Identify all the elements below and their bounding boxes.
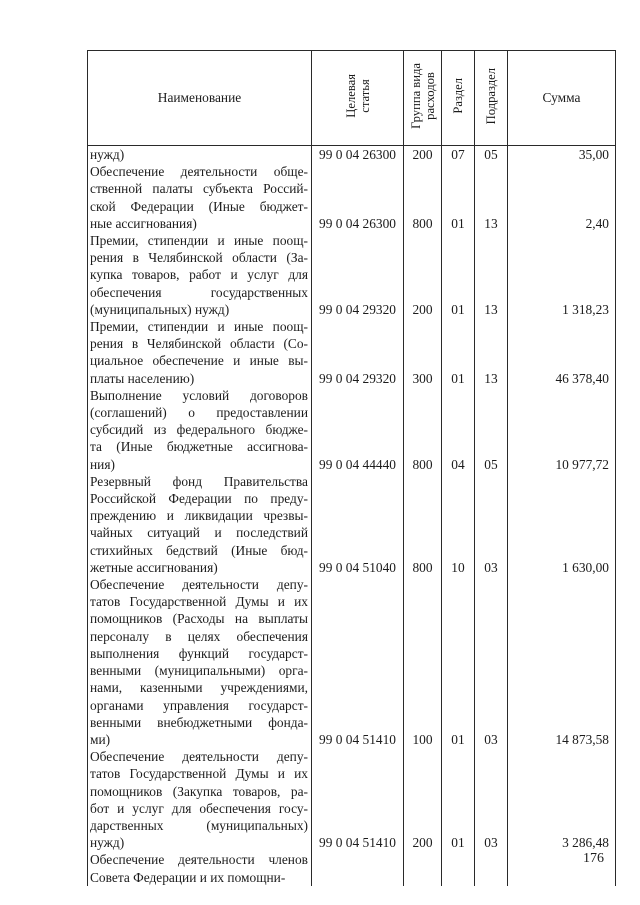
row-target-article: 99 0 04 29320 — [312, 318, 404, 387]
row-name-cell — [88, 318, 312, 387]
row-name-line: дарственных (муниципальных) — [90, 817, 308, 833]
row-name-cell — [88, 748, 312, 851]
row-name-cell — [88, 576, 312, 748]
row-name-line: субсидий из федерального бюдже- — [90, 422, 308, 438]
row-subsection: 03 — [475, 473, 508, 576]
row-name-line: бот и услуг для обеспечения госу- — [90, 800, 308, 816]
row-name-line: венными внебюджетными фонда- — [90, 714, 308, 730]
row-sum: 10 977,72 — [508, 387, 616, 473]
row-target-article: 99 0 04 51410 — [312, 748, 404, 851]
budget-table — [87, 50, 616, 886]
row-name-line: рения в Челябинской области (За- — [90, 250, 308, 266]
row-section — [442, 851, 475, 885]
row-target-article: 99 0 04 51410 — [312, 576, 404, 748]
row-target-article: 99 0 04 51040 — [312, 473, 404, 576]
row-name-line: ные ассигнования) — [90, 215, 197, 231]
row-subsection — [475, 851, 508, 885]
table-row — [88, 232, 616, 318]
table-row — [88, 576, 616, 748]
row-subsection: 13 — [475, 163, 508, 232]
row-subsection: 13 — [475, 232, 508, 318]
table-row — [88, 851, 616, 885]
row-name-cell — [88, 146, 312, 164]
table-row — [88, 146, 616, 164]
row-sum: 1 318,23 — [508, 232, 616, 318]
row-target-article: 99 0 04 26300 — [312, 163, 404, 232]
row-expense-group: 200 — [404, 146, 442, 164]
row-name-cell — [88, 163, 312, 232]
row-target-article: 99 0 04 29320 — [312, 232, 404, 318]
row-section: 04 — [442, 387, 475, 473]
row-name-line: стихийных бедствий (Иные бюд- — [90, 542, 308, 558]
row-name-line: Премии, стипендии и иные поощ- — [90, 233, 308, 249]
row-expense-group: 800 — [404, 163, 442, 232]
row-name-line: купка товаров, работ и услуг для — [90, 267, 308, 283]
row-target-article: 99 0 04 26300 — [312, 146, 404, 164]
row-name-line: та (Иные бюджетные ассигнова- — [90, 439, 308, 455]
row-name-cell — [88, 851, 312, 885]
table-header-row — [88, 51, 616, 146]
row-name-line: венными (муниципальными) орга- — [90, 663, 308, 679]
row-name-cell — [88, 473, 312, 576]
row-name-line: преждению и ликвидации чрезвы- — [90, 508, 308, 524]
row-name-line: выполнения функций государст- — [90, 645, 308, 661]
row-section: 07 — [442, 146, 475, 164]
row-expense-group — [404, 851, 442, 885]
row-name-line: (муниципальных) нужд) — [90, 301, 230, 317]
table-row — [88, 473, 616, 576]
row-name-line: платы населению) — [90, 370, 195, 386]
row-name-line: жетные ассигнования) — [90, 559, 218, 575]
row-section: 01 — [442, 232, 475, 318]
row-section: 01 — [442, 748, 475, 851]
row-name-line: ственной палаты субъекта Россий- — [90, 181, 308, 197]
row-target-article — [312, 851, 404, 885]
table-row — [88, 748, 616, 851]
row-name-line: Российской Федерации по преду- — [90, 491, 308, 507]
row-sum: 1 630,00 — [508, 473, 616, 576]
row-expense-group: 100 — [404, 576, 442, 748]
row-name-line: татов Государственной Думы и их — [90, 766, 308, 782]
page-number: 176 — [583, 851, 604, 866]
row-name-line: чайных ситуаций и последствий — [90, 525, 308, 541]
row-sum: 2,40 — [508, 163, 616, 232]
row-name-line: рения в Челябинской области (Со- — [90, 336, 308, 352]
row-expense-group: 300 — [404, 318, 442, 387]
row-subsection: 03 — [475, 748, 508, 851]
row-section: 01 — [442, 318, 475, 387]
row-name-line: нужд) — [90, 147, 125, 162]
row-name-line: органами управления государст- — [90, 697, 308, 713]
row-sum: 46 378,40 — [508, 318, 616, 387]
table-row — [88, 387, 616, 473]
row-name-cell — [88, 232, 312, 318]
row-sum: 14 873,58 — [508, 576, 616, 748]
row-subsection: 05 — [475, 387, 508, 473]
row-subsection: 13 — [475, 318, 508, 387]
row-name-line: ской Федерации (Иные бюджет- — [90, 198, 308, 214]
row-subsection: 03 — [475, 576, 508, 748]
header-sum: Сумма — [508, 51, 616, 146]
row-name-line: Резервный фонд Правительства — [90, 473, 308, 489]
row-sum: 3 286,48 — [508, 748, 616, 851]
row-expense-group: 800 — [404, 473, 442, 576]
row-expense-group: 200 — [404, 232, 442, 318]
row-target-article: 99 0 04 44440 — [312, 387, 404, 473]
row-sum: 35,00 — [508, 146, 616, 164]
row-name-line: Премии, стипендии и иные поощ- — [90, 319, 308, 335]
row-name-line: татов Государственной Думы и их — [90, 594, 308, 610]
header-name: Наименование — [88, 51, 312, 146]
row-name-line: ния) — [90, 456, 115, 472]
row-name-line: персоналу в целях обеспечения — [90, 628, 308, 644]
row-name-line: Обеспечение деятельности депу- — [90, 577, 308, 593]
row-name-line: Обеспечение деятельности депу- — [90, 749, 308, 765]
row-name-line: циальное обеспечение и иные вы- — [90, 353, 308, 369]
row-name-line: помощников (Закупка товаров, ра- — [90, 783, 308, 799]
header-expense-group: Группа вида расходов — [404, 51, 442, 146]
header-section: Раздел — [442, 51, 475, 146]
row-section: 10 — [442, 473, 475, 576]
row-name-line: Совета Федерации и их помощни- — [90, 869, 286, 885]
row-subsection: 05 — [475, 146, 508, 164]
row-name-line: Обеспечение деятельности членов — [90, 852, 308, 868]
row-section: 01 — [442, 576, 475, 748]
table-row — [88, 163, 616, 232]
row-name-line: (соглашений) о предоставлении — [90, 405, 308, 421]
row-section: 01 — [442, 163, 475, 232]
header-target-article: Целевая статья — [312, 51, 404, 146]
row-expense-group: 800 — [404, 387, 442, 473]
row-name-cell — [88, 387, 312, 473]
row-expense-group: 200 — [404, 748, 442, 851]
row-name-line: помощников (Расходы на выплаты — [90, 611, 308, 627]
table-row — [88, 318, 616, 387]
row-name-line: Выполнение условий договоров — [90, 387, 308, 403]
row-name-line: нами, казенными учреждениями, — [90, 680, 308, 696]
row-name-line: нужд) — [90, 835, 125, 851]
row-name-line: обеспечения государственных — [90, 284, 308, 300]
row-name-line: Обеспечение деятельности обще- — [90, 164, 308, 180]
header-subsection: Подраздел — [475, 51, 508, 146]
table-body — [88, 146, 616, 886]
row-name-line: ми) — [90, 731, 111, 747]
